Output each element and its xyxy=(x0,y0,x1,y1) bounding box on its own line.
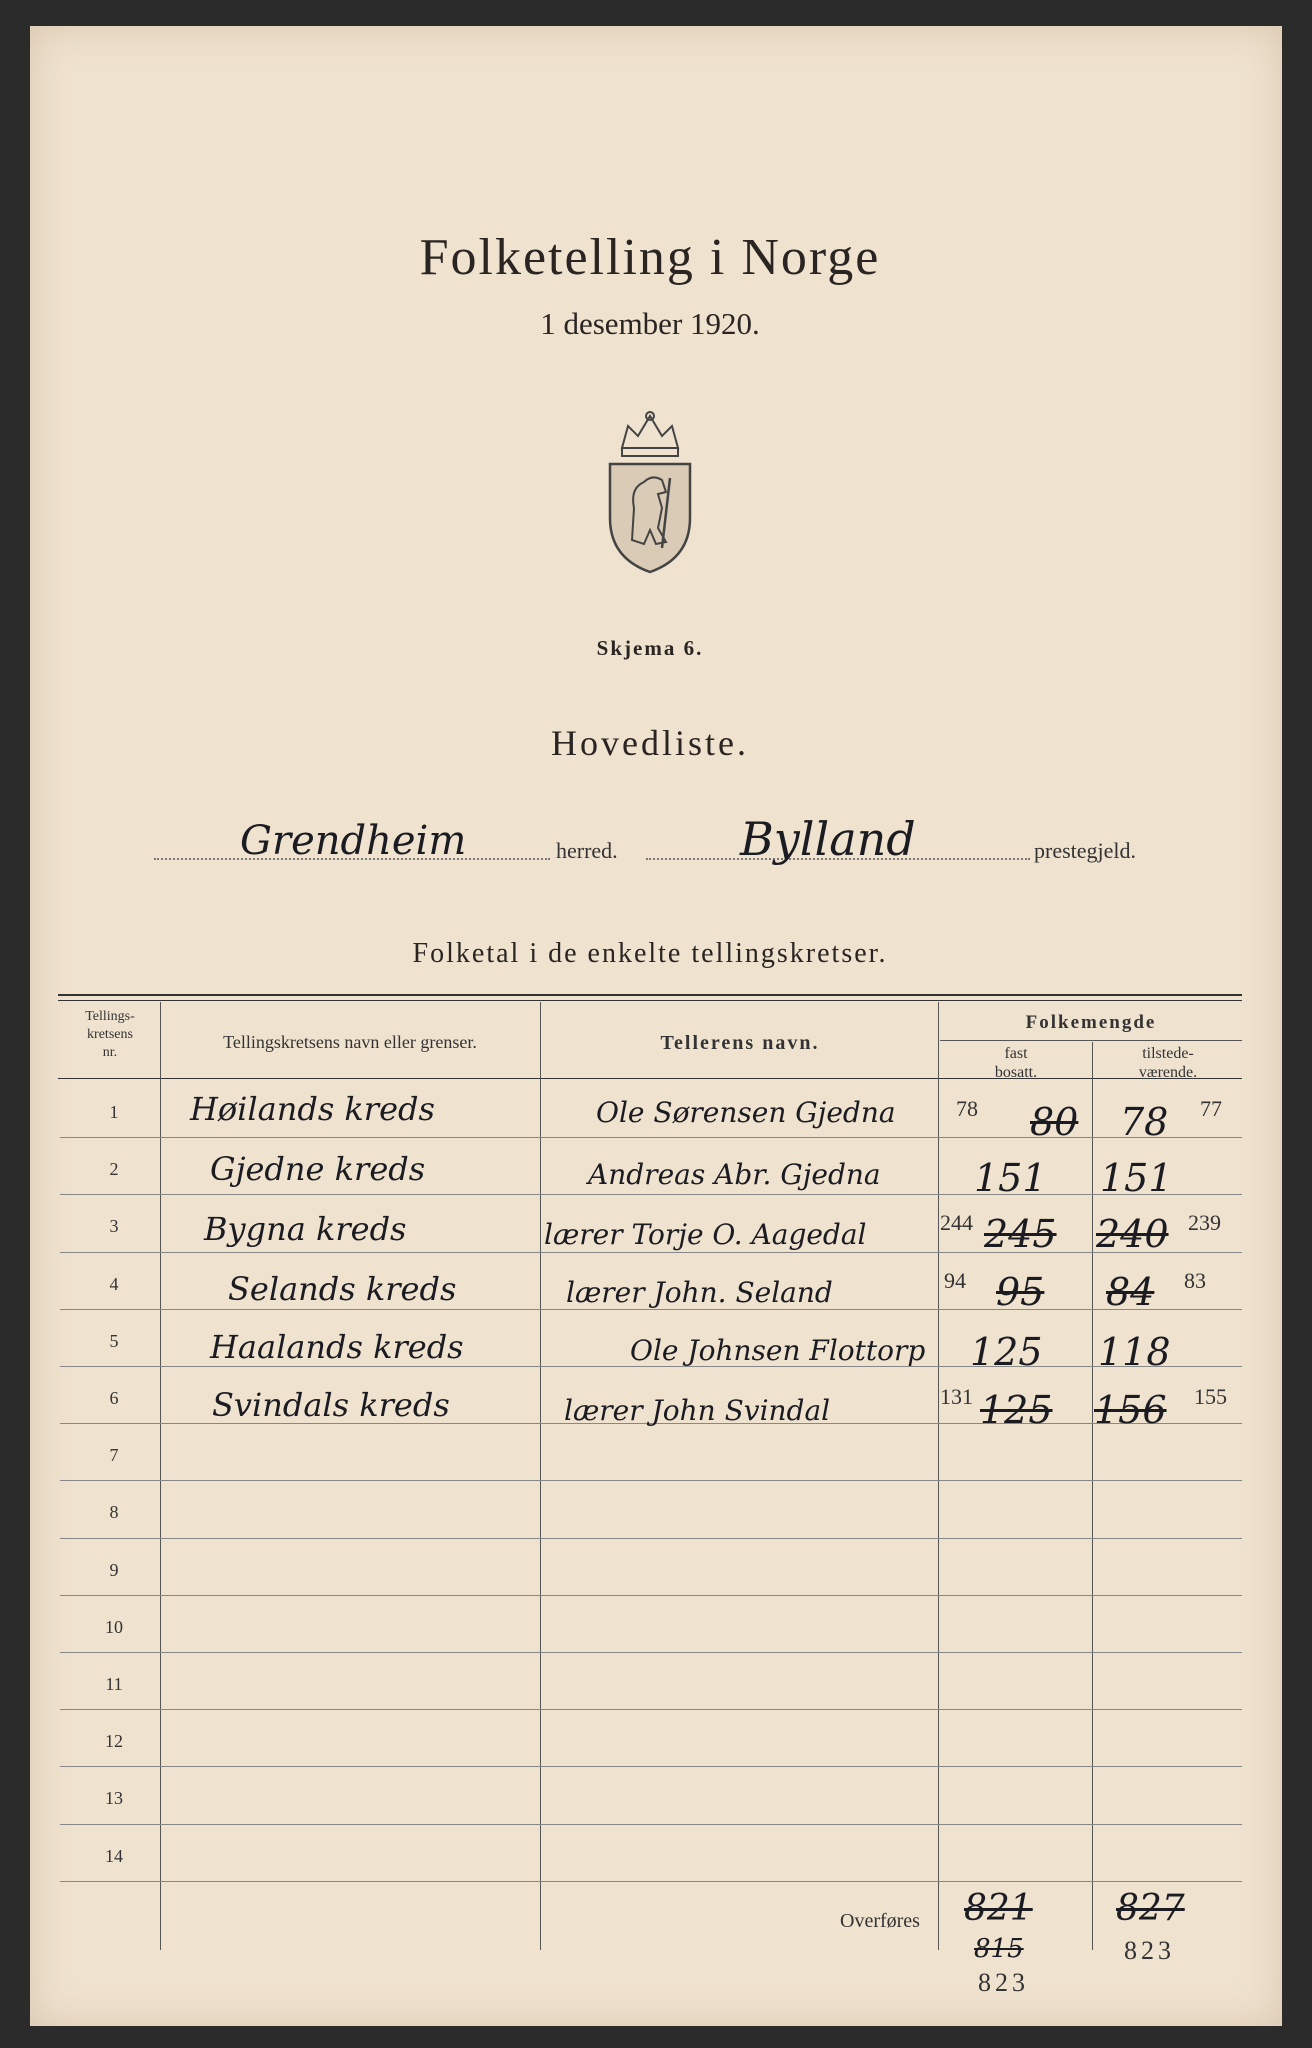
row-number: 4 xyxy=(109,1273,119,1294)
row-number: 11 xyxy=(105,1674,123,1694)
table-row-4-tilst: 84 xyxy=(1106,1270,1155,1314)
schema-number: Skjema 6. xyxy=(596,636,704,660)
total-tilst-struck: 827 xyxy=(1116,1888,1185,1929)
row-rule xyxy=(60,1252,1242,1253)
table-row-6-fast-note: 131 xyxy=(940,1384,973,1409)
row-number: 10 xyxy=(105,1616,123,1637)
table-row-1-fast: 80 xyxy=(1030,1100,1079,1144)
table-row-2-teller: Andreas Abr. Gjedna xyxy=(588,1158,881,1191)
row-number: 1 xyxy=(109,1102,119,1122)
row-number: 7 xyxy=(109,1445,119,1466)
table-row-6-tilst: 156 xyxy=(1094,1388,1167,1432)
table-row-2-fast: 151 xyxy=(974,1156,1047,1200)
row-number: 5 xyxy=(109,1330,119,1351)
table-row-3-name: Bygna kreds xyxy=(204,1210,407,1248)
prestegjeld-label: prestegjeld. xyxy=(1034,838,1137,863)
page-title: Folketelling i Norge xyxy=(419,229,881,286)
table-row-1-name: Høilands kreds xyxy=(190,1090,435,1128)
table-row-1-tilst-note: 77 xyxy=(1200,1096,1222,1121)
col-header-folkemengde: Folkemengde xyxy=(1025,1012,1157,1033)
table-row-6-name: Svindals kreds xyxy=(212,1386,450,1424)
row-rule xyxy=(60,1194,1242,1195)
herred-value: Grendheim xyxy=(240,818,467,864)
list-title: Hovedliste. xyxy=(551,723,749,763)
herred-label: herred. xyxy=(556,838,618,863)
overfores-label: Overføres xyxy=(840,1910,920,1932)
prestegjeld-value: Bylland xyxy=(740,812,916,866)
col-header-tilstede: tilstede- værende. xyxy=(1138,1045,1198,1081)
row-number: 13 xyxy=(105,1788,123,1809)
row-rule xyxy=(60,1766,1242,1767)
table-row-3-tilst: 240 xyxy=(1096,1212,1169,1256)
census-date: 1 desember 1920. xyxy=(540,306,760,341)
table-row-5-tilst: 118 xyxy=(1098,1330,1171,1374)
table-row-5-fast: 125 xyxy=(970,1330,1043,1374)
table-row-3-fast: 245 xyxy=(984,1212,1057,1256)
table-row-3-fast-note: 244 xyxy=(940,1210,973,1235)
table-row-6-tilst-note: 155 xyxy=(1194,1384,1227,1409)
total-fast-struck-2: 815 xyxy=(974,1934,1024,1964)
table-row-5-name: Haalands kreds xyxy=(210,1328,464,1366)
col-header-fast: fast bosatt. xyxy=(994,1045,1038,1081)
row-rule xyxy=(60,1652,1242,1653)
row-rule xyxy=(60,1709,1242,1710)
row-rule xyxy=(60,1881,1242,1882)
col-header-teller: Tellerens navn. xyxy=(660,1032,820,1054)
row-rule xyxy=(60,1538,1242,1539)
table-row-6-fast: 125 xyxy=(980,1388,1053,1432)
row-number: 6 xyxy=(109,1388,119,1408)
table-row-1-fast-note: 78 xyxy=(956,1096,978,1121)
total-fast-struck: 821 xyxy=(964,1888,1033,1929)
row-rule xyxy=(60,1824,1242,1825)
total-tilst: 823 xyxy=(1124,1936,1175,1965)
table-row-4-name: Selands kreds xyxy=(228,1270,457,1308)
table-row-1-teller: Ole Sørensen Gjedna xyxy=(596,1096,896,1129)
total-fast: 823 xyxy=(978,1968,1029,1997)
table-top-rule xyxy=(58,994,1242,996)
row-rule xyxy=(60,1595,1242,1596)
col-header-nr: Tellings- kretsens nr. xyxy=(85,1009,135,1060)
row-rule xyxy=(60,1480,1242,1481)
row-number: 2 xyxy=(109,1159,119,1180)
row-number: 12 xyxy=(105,1731,123,1752)
table-row-4-teller: lærer John. Seland xyxy=(566,1276,833,1309)
table-row-3-tilst-note: 239 xyxy=(1188,1210,1221,1235)
table-row-5-teller: Ole Johnsen Flottorp xyxy=(630,1334,926,1367)
table-subtitle: Folketal i de enkelte tellingskretser. xyxy=(412,938,888,969)
table-row-3-teller: lærer Torje O. Aagedal xyxy=(544,1218,867,1251)
table-row-4-tilst-note: 83 xyxy=(1184,1268,1206,1293)
col-header-name: Tellingskretsens navn eller grenser. xyxy=(223,1032,477,1052)
table-row-6-teller: lærer John Svindal xyxy=(564,1394,831,1427)
table-row-2-name: Gjedne kreds xyxy=(210,1150,426,1188)
row-number: 3 xyxy=(109,1216,119,1237)
row-number: 14 xyxy=(105,1845,123,1866)
table-row-1-tilst: 78 xyxy=(1120,1100,1169,1144)
table-row-4-fast: 95 xyxy=(996,1270,1045,1314)
table-row-4-fast-note: 94 xyxy=(944,1268,966,1293)
row-number: 9 xyxy=(109,1559,119,1580)
table-row-2-tilst: 151 xyxy=(1100,1156,1173,1200)
row-number: 8 xyxy=(109,1502,119,1523)
norwegian-coat-of-arms-icon xyxy=(600,408,700,576)
